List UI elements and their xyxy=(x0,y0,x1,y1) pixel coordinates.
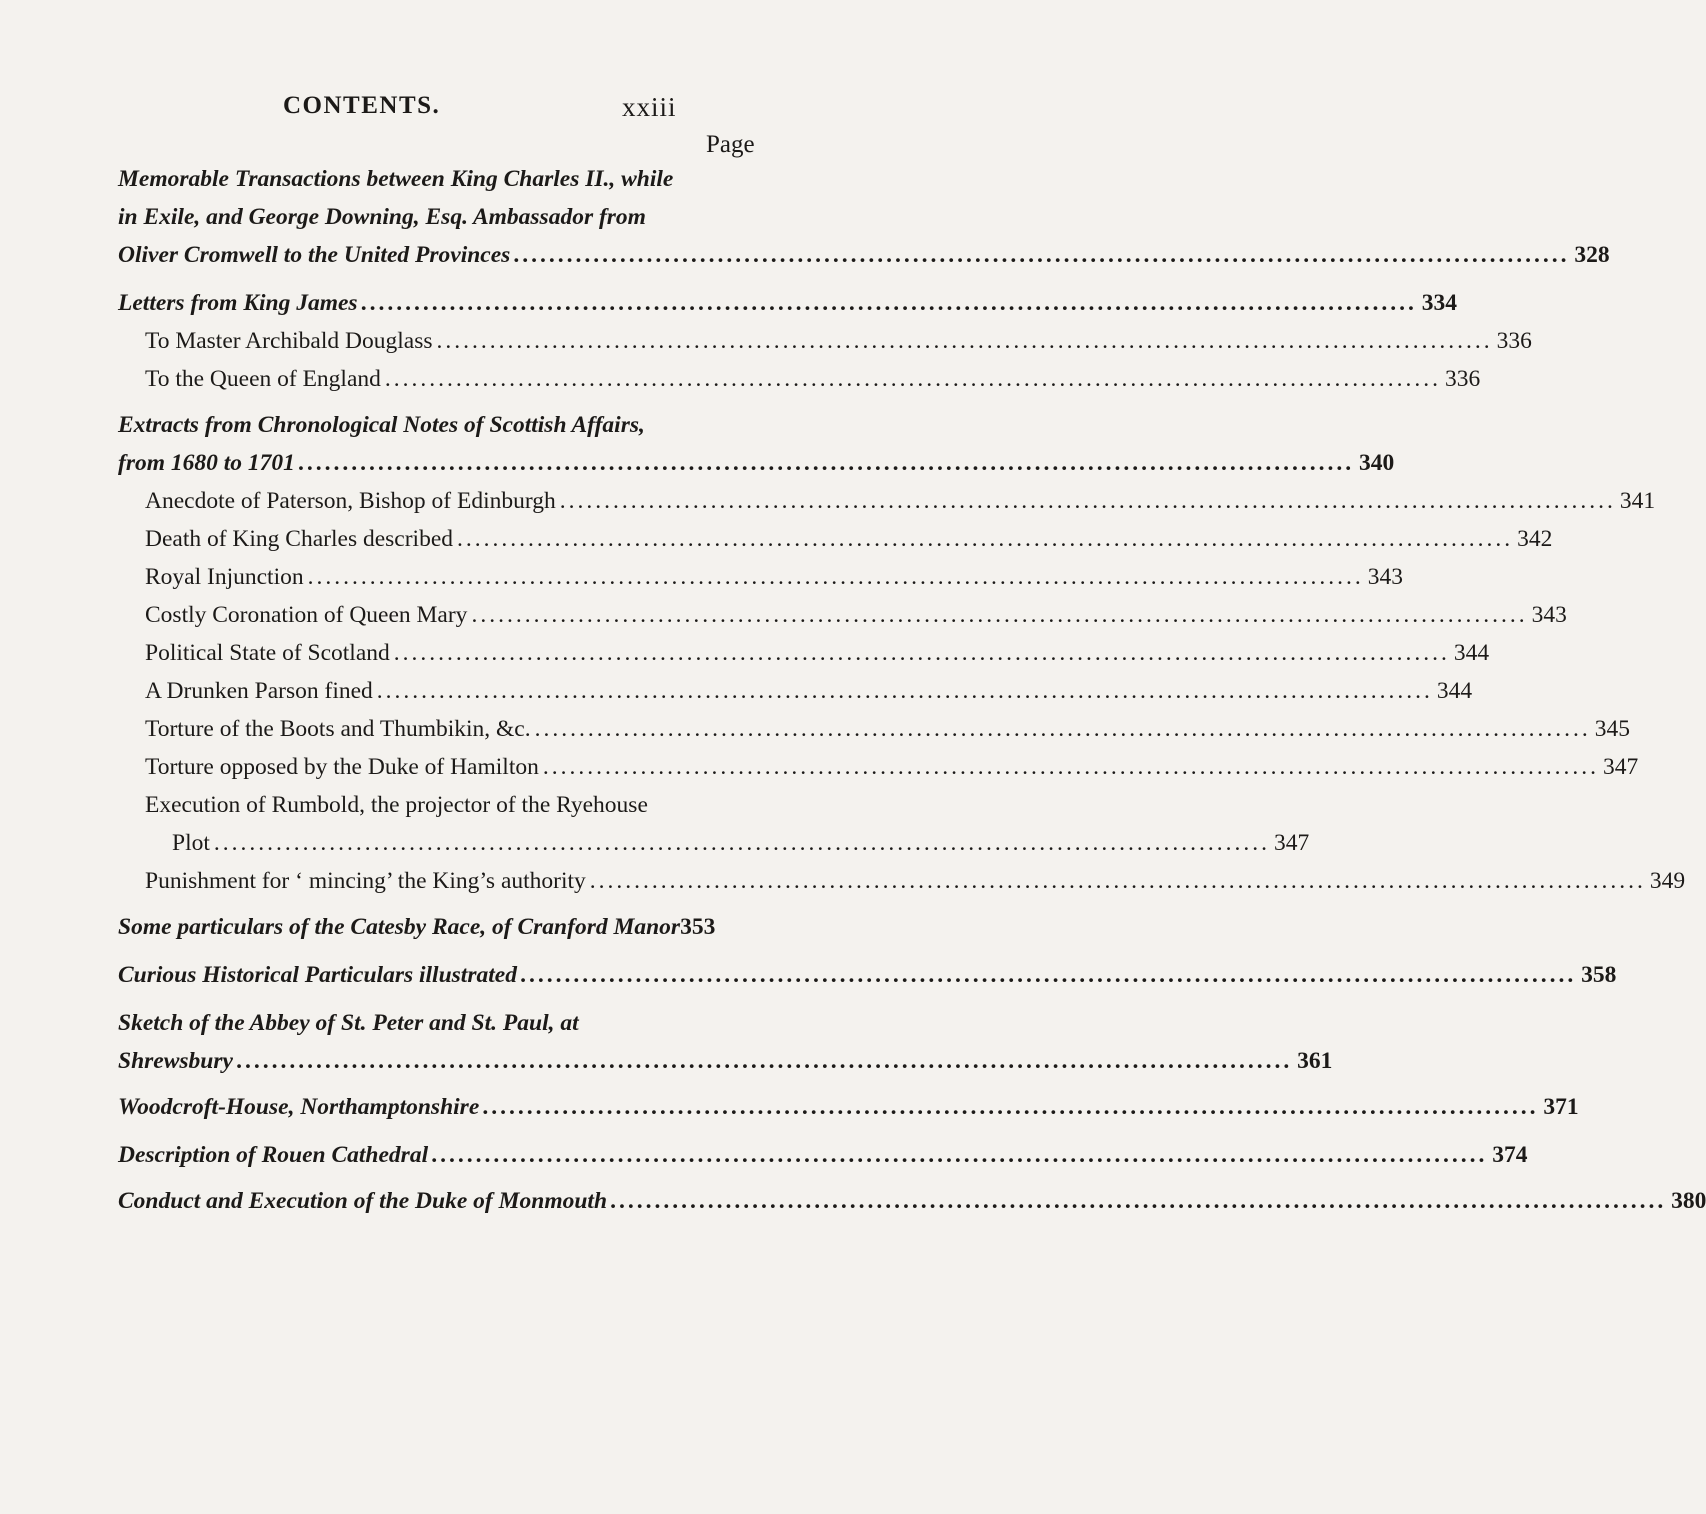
entry-page: 371 xyxy=(1543,1094,1579,1120)
contents-entry xyxy=(118,962,1617,998)
entry-page: 349 xyxy=(1649,868,1686,894)
contents-entry xyxy=(145,488,1656,524)
entry-page: 328 xyxy=(1574,242,1610,268)
contents-entry xyxy=(145,564,1403,600)
leader-dots xyxy=(390,640,1454,667)
entry-page: 361 xyxy=(1297,1048,1333,1074)
leader-dots xyxy=(607,1188,1671,1215)
leader-dots xyxy=(467,602,1531,629)
entry-page: 334 xyxy=(1421,290,1457,316)
entry-title: Letters from King James xyxy=(118,290,358,316)
entry-line: Memorable Transactions between King Charles II., while xyxy=(118,166,674,192)
entry-title: Royal Injunction xyxy=(145,564,304,590)
contents-entry xyxy=(118,1048,1333,1084)
entry-title: Shrewsbury xyxy=(118,1048,233,1074)
contents-entry xyxy=(145,678,1473,714)
entry-page: 340 xyxy=(1359,450,1395,476)
leader-dots xyxy=(358,290,1422,317)
entry-line: Extracts from Chronological Notes of Scottish Affairs, xyxy=(118,412,645,438)
contents-entry xyxy=(172,830,1310,866)
entry-title: Some particulars of the Catesby Race, of Cranford Manor xyxy=(118,914,681,940)
entry-page: 336 xyxy=(1445,366,1481,392)
entry-page: 345 xyxy=(1594,716,1630,742)
page-column-label: Page xyxy=(706,131,755,158)
entry-title: Anecdote of Paterson, Bishop of Edinburgh xyxy=(145,488,556,514)
entry-page: 344 xyxy=(1436,678,1473,704)
entry-line: in Exile, and George Downing, Esq. Ambassador from xyxy=(118,204,646,230)
leader-dots xyxy=(381,366,1445,393)
leader-dots xyxy=(531,716,1595,743)
entry-page: 353 xyxy=(680,914,716,940)
entry-title: Torture opposed by the Duke of Hamilton xyxy=(145,754,539,780)
leader-dots xyxy=(479,1094,1543,1121)
entry-title: Torture of the Boots and Thumbikin, &c. xyxy=(145,716,531,742)
entry-title: Conduct and Execution of the Duke of Monmouth xyxy=(118,1188,608,1214)
contents-entry xyxy=(145,366,1481,402)
leader-dots xyxy=(586,868,1650,895)
contents-entry xyxy=(145,602,1567,638)
entry-page: 342 xyxy=(1517,526,1553,552)
contents-entry xyxy=(118,242,1610,278)
leader-dots xyxy=(453,526,1517,553)
entry-title: Punishment for ‘ mincing’ the King’s authority xyxy=(145,868,586,894)
contents-entry xyxy=(145,754,1639,790)
page-numeral: xxiii xyxy=(622,92,677,122)
contents-entry xyxy=(118,914,716,950)
contents-entry xyxy=(118,1188,1706,1224)
contents-entry xyxy=(118,1142,1528,1178)
entry-title: Political State of Scotland xyxy=(145,640,390,666)
contents-entry xyxy=(145,640,1490,676)
leader-dots xyxy=(556,488,1620,515)
leader-dots xyxy=(539,754,1603,781)
entry-page: 380 xyxy=(1671,1188,1706,1214)
leader-dots xyxy=(295,450,1359,477)
entry-title: To Master Archibald Douglass xyxy=(145,328,433,354)
contents-entry xyxy=(118,290,1457,326)
entry-title: Costly Coronation of Queen Mary xyxy=(145,602,468,628)
leader-dots xyxy=(433,328,1497,355)
leader-dots xyxy=(210,830,1274,857)
leader-dots xyxy=(510,242,1574,269)
entry-page: 343 xyxy=(1367,564,1403,590)
entry-title: Curious Historical Particulars illustrated xyxy=(118,962,517,988)
entry-line: Sketch of the Abbey of St. Peter and St. Paul, at xyxy=(118,1010,579,1036)
entry-page: 344 xyxy=(1453,640,1490,666)
contents-entry xyxy=(145,328,1532,364)
entry-page: 374 xyxy=(1492,1142,1528,1168)
contents-entry xyxy=(145,526,1553,562)
contents-entry xyxy=(145,868,1686,904)
entry-page: 358 xyxy=(1581,962,1617,988)
entry-page: 343 xyxy=(1531,602,1567,628)
contents-entry xyxy=(118,1094,1579,1130)
leader-dots xyxy=(373,678,1437,705)
entry-title: Oliver Cromwell to the United Provinces xyxy=(118,242,511,268)
entry-line: Execution of Rumbold, the projector of the Ryehouse xyxy=(145,792,648,818)
entry-title: Woodcroft-House, Northamptonshire xyxy=(118,1094,480,1120)
entry-title: Death of King Charles described xyxy=(145,526,454,552)
entry-title: A Drunken Parson fined xyxy=(145,678,373,704)
entry-title: Plot xyxy=(172,830,210,856)
leader-dots xyxy=(304,564,1368,591)
entry-title: To the Queen of England xyxy=(145,366,381,392)
header-title: CONTENTS. xyxy=(283,92,441,119)
leader-dots xyxy=(517,962,1581,989)
entry-page: 347 xyxy=(1274,830,1310,856)
entry-title: from 1680 to 1701 xyxy=(118,450,295,476)
contents-entry xyxy=(118,450,1395,486)
entry-page: 347 xyxy=(1602,754,1639,780)
entry-page: 341 xyxy=(1619,488,1656,514)
leader-dots xyxy=(233,1048,1297,1075)
leader-dots xyxy=(428,1142,1492,1169)
entry-title: Description of Rouen Cathedral xyxy=(118,1142,429,1168)
contents-entry xyxy=(145,716,1630,752)
entry-page: 336 xyxy=(1496,328,1532,354)
